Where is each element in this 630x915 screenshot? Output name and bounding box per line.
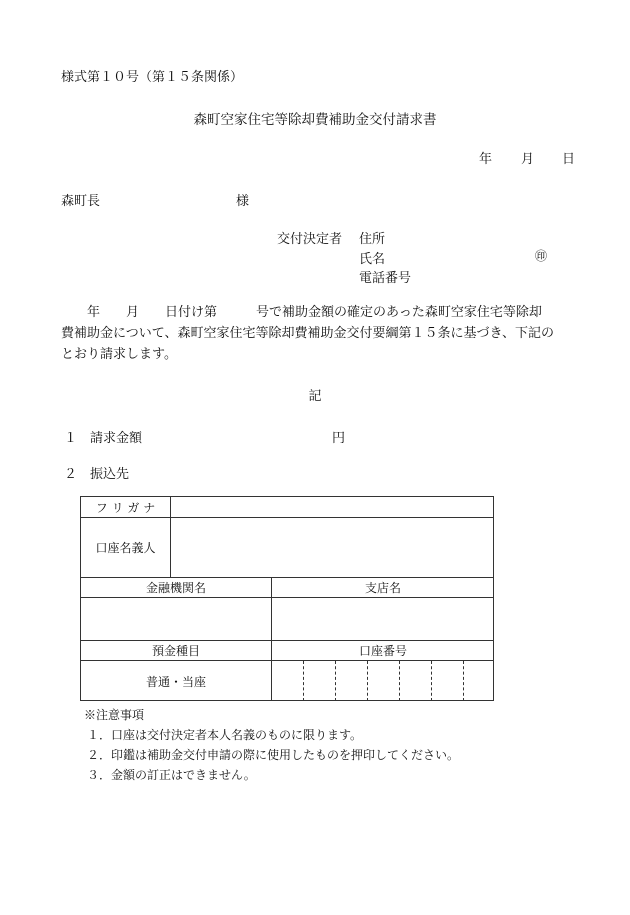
transfer-table — [80, 496, 494, 701]
request-body — [61, 302, 581, 365]
form-number: 様式第１０号（第１５条関係） — [61, 70, 244, 85]
name-label: 氏名 — [359, 252, 386, 267]
branch-name-label: 支店名 — [364, 581, 401, 595]
notes-section — [84, 705, 459, 785]
item-1-label: 請求金額 — [90, 431, 143, 446]
addressee-name: 森町長 — [61, 194, 101, 209]
date-year-label: 年 — [479, 152, 493, 167]
account-holder-label: 口座名義人 — [95, 541, 156, 555]
seal-mark: ㊞ — [535, 249, 548, 263]
item-2-number: ２ — [64, 467, 78, 482]
date-month-label: 月 — [521, 152, 535, 167]
deposit-type-value: 普通・当座 — [145, 674, 206, 689]
ki-heading: 記 — [308, 389, 322, 404]
body-line-3: とおり請求します。 — [61, 347, 177, 362]
applicant-label: 交付決定者 — [277, 232, 343, 247]
deposit-type-label: 預金種目 — [151, 644, 200, 658]
date-day-label: 日 — [562, 152, 576, 167]
account-number-label: 口座番号 — [358, 644, 407, 658]
document-title: 森町空家住宅等除却費補助金交付請求書 — [193, 112, 437, 128]
notes-heading: ※注意事項 — [84, 708, 145, 722]
note-item: １．口座は交付決定者本人名義のものに限ります。 — [87, 728, 363, 742]
body-line-2: 費補助金について、森町空家住宅等除却費補助金交付要綱第１５条に基づき、下記の — [61, 326, 554, 341]
note-item: ２．印鑑は補助金交付申請の際に使用したものを押印してください。 — [87, 748, 460, 762]
body-line-1: 年 月 日付け第 号で補助金額の確定のあった森町空家住宅等除却 — [61, 305, 542, 320]
item-2-label: 振込先 — [90, 467, 130, 482]
address-label: 住所 — [359, 232, 386, 247]
addressee-honorific: 様 — [236, 194, 250, 209]
item-1-number: １ — [64, 431, 78, 446]
bank-name-label: 金融機関名 — [145, 581, 206, 595]
phone-label: 電話番号 — [359, 271, 412, 286]
note-item: ３．金額の訂正はできません。 — [87, 768, 256, 782]
furigana-label: フ リ ガ ナ — [95, 500, 156, 515]
item-1-unit: 円 — [332, 431, 346, 446]
